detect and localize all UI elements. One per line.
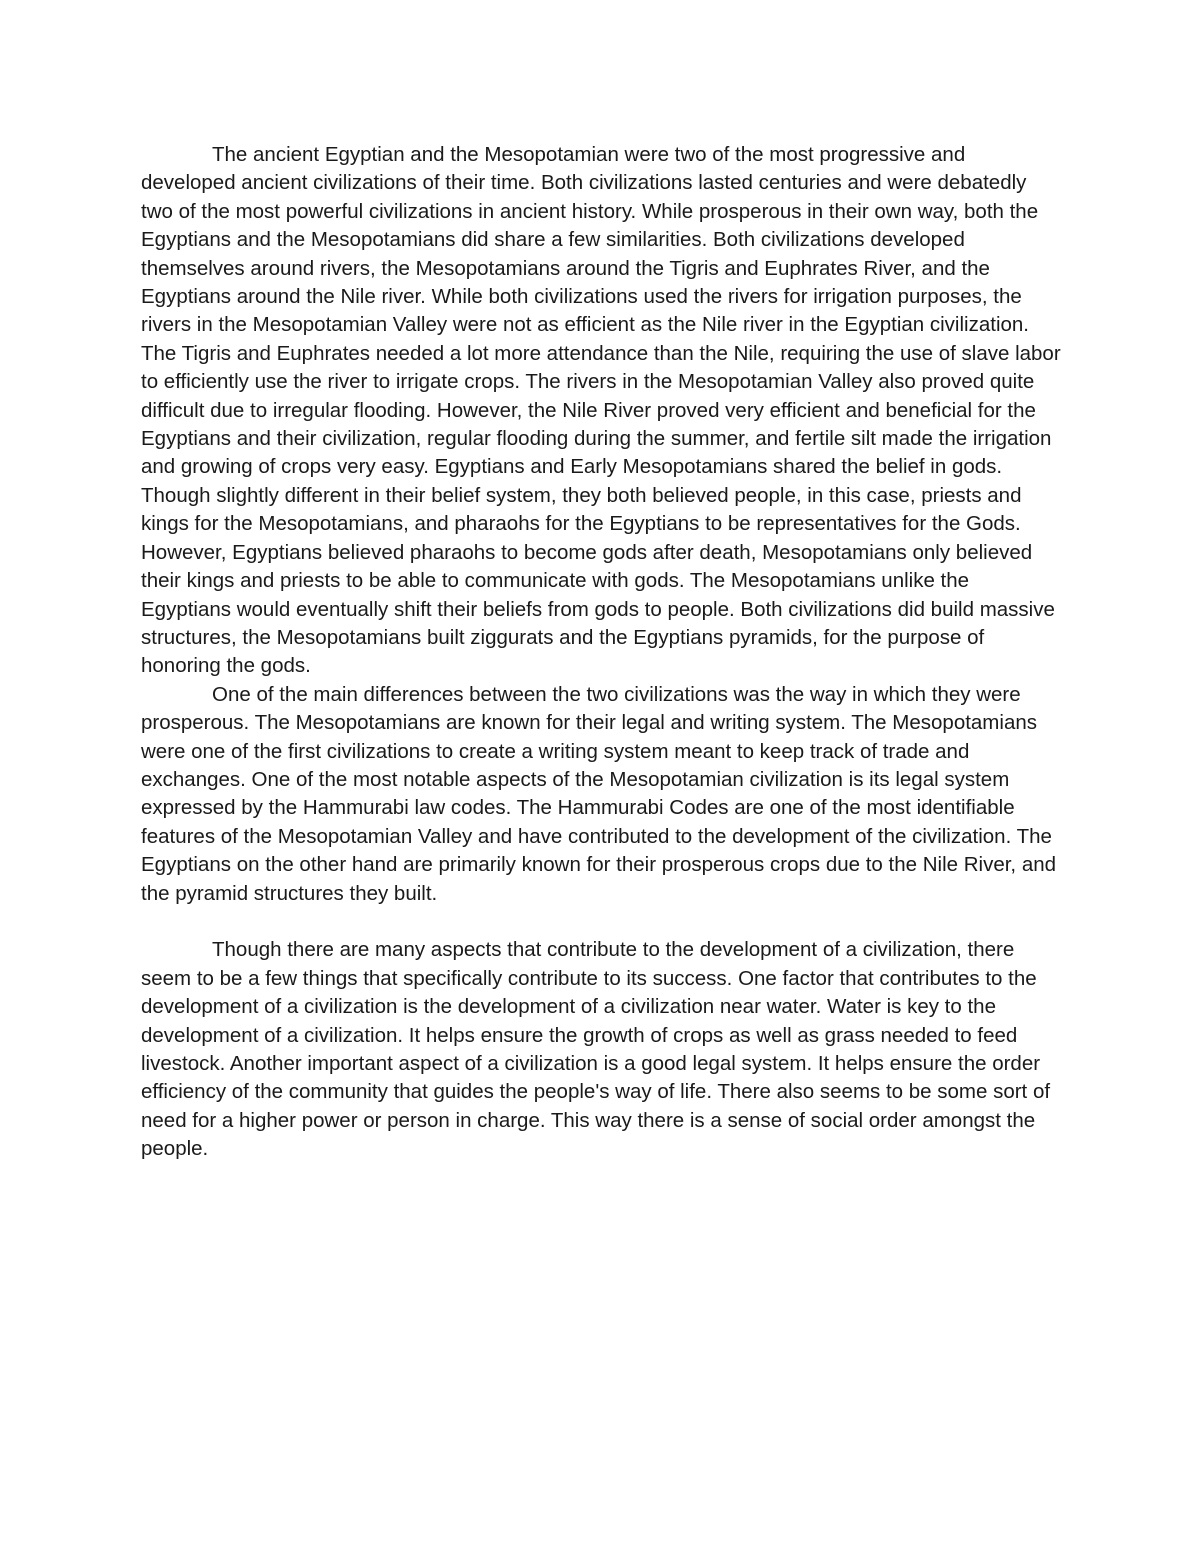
paragraph-2: One of the main differences between the two civilizations was the way in which they were prosperous. The Mesopotamians are known for their legal and writing system. The Mesopotamians were one of the first civilizations to create a writing system meant to keep track of trade and exchanges. One of the most notable aspects of the Mesopotamian civilization is its legal system expressed by the Hammurabi law codes. The Hammurabi Codes are one of the most identifiable features of the Mesopotamian Valley and have contributed to the development of the civilization. The Egyptians on the other hand are primarily known for their prosperous crops due to the Nile River, and the pyramid structures they built. [141,682,1057,905]
document-page [141,141,1063,1164]
paragraph-1: The ancient Egyptian and the Mesopotamian were two of the most progressive and developed ancient civilizations of their time. Both civilizations lasted centuries and were debatedly two of the most powerful civilizations in ancient history. While prosperous in their own way, both the Egyptians and the Mesopotamians did share a few similarities. Both civilizations developed themselves around rivers, the Mesopotamians around the Tigris and Euphrates River, and the Egyptians around the Nile river. While both civilizations used the rivers for irrigation purposes, the rivers in the Mesopotamian Valley were not as efficient as the Nile river in the Egyptian civilization. The Tigris and Euphrates needed a lot more attendance than the Nile, requiring the use of slave labor to efficiently use the river to irrigate crops. The rivers in the Mesopotamian Valley also proved quite difficult due to irregular flooding. However, the Nile River proved very efficient and beneficial for the Egyptians and their civilization, regular flooding during the summer, and fertile silt made the irrigation and growing of crops very easy. Egyptians and Early Mesopotamians shared the belief in gods. Though slightly different in their belief system, they both believed people, in this case, priests and kings for the Mesopotamians, and pharaohs for the Egyptians to be representatives for the Gods. However, Egyptians believed pharaohs to become gods after death, Mesopotamians only believed their kings and priests to be able to communicate with gods. The Mesopotamians unlike the Egyptians would eventually shift their beliefs from gods to people. Both civilizations did build massive structures, the Mesopotamians built ziggurats and the Egyptians pyramids, for the purpose of honoring the gods. [141,143,1061,678]
blank-line [141,908,1063,936]
paragraph-3: Though there are many aspects that contribute to the development of a civilization, there seem to be a few things that specifically contribute to its success. One factor that contributes to the development of a civilization is the development of a civilization near water. Water is key to the development of a civilization. It helps ensure the growth of crops as well as grass needed to feed livestock. Another important aspect of a civilization is a good legal system. It helps ensure the order efficiency of the community that guides the people's way of life. There also seems to be some sort of need for a higher power or person in charge. This way there is a sense of social order amongst the people. [141,938,1051,1161]
